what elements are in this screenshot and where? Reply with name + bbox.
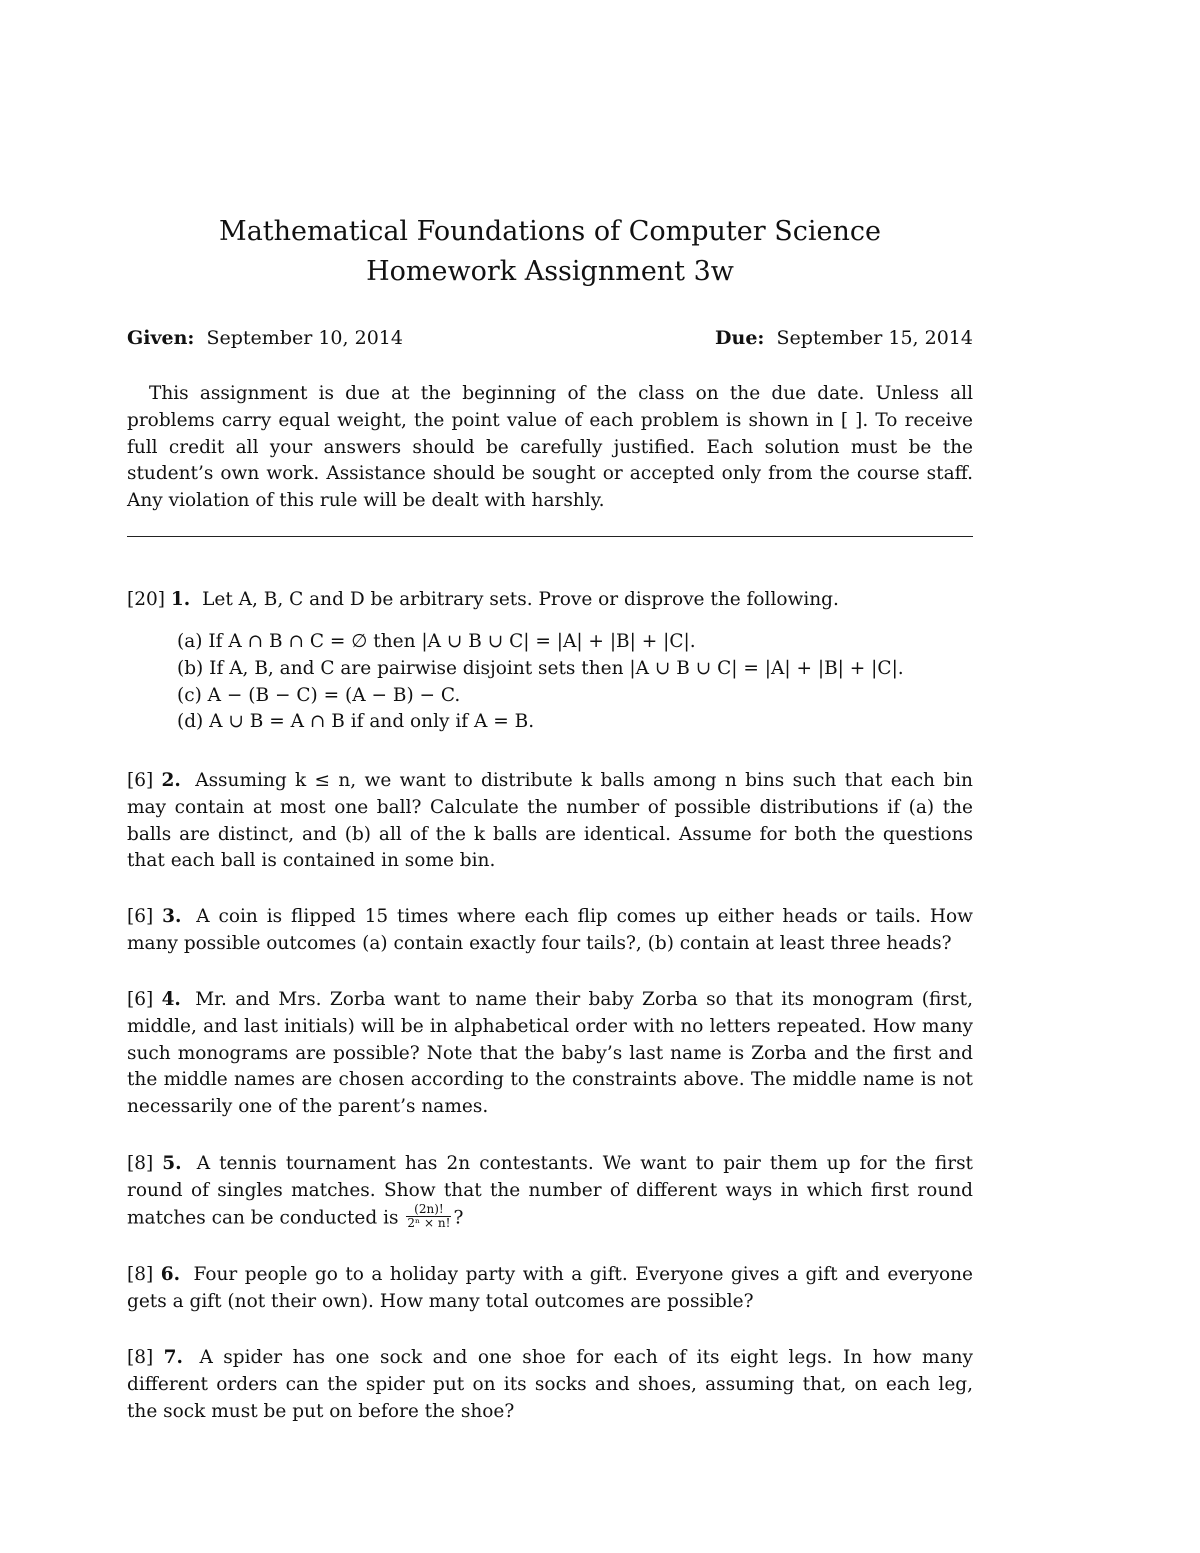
problem-number: 1.	[170, 589, 191, 610]
problem-7	[127, 1345, 973, 1425]
given-value: September 10, 2014	[206, 327, 403, 349]
due-label: Due:	[715, 327, 765, 349]
given-date	[127, 324, 403, 352]
problem-text: A spider has one sock and one shoe for each of its eight legs. In how many different orders can the spider put on its socks and shoes, assuming that, on each leg, the sock must be put on before the shoe?	[127, 1347, 973, 1422]
assignment-title: Homework Assignment 3w	[366, 256, 734, 287]
subpart-b: (b) If A, B, and C are pairwise disjoint sets then |A ∪ B ∪ C| = |A| + |B| + |C|.	[177, 657, 904, 679]
problem-points: [8]	[127, 1264, 154, 1285]
problem-points: [6]	[127, 906, 154, 927]
problem-2	[127, 768, 973, 875]
problem-text: Mr. and Mrs. Zorba want to name their baby Zorba so that its monogram (first, middle, and last initials) will be in alphabetical order with no letters repeated. How many such monograms are possible? Note that the baby’s last name is Zorba and the first and the middle names are chosen according to the constraints above. The middle name is not necessarily one of the parent’s names.	[127, 989, 973, 1118]
problem-number: 5.	[162, 1153, 182, 1174]
problem-number: 4.	[161, 989, 181, 1010]
problem-text: A tennis tournament has 2n contestants. We want to pair them up for the first round of singles matches. Show that the number of different ways in which first round matches can be conducted is	[127, 1153, 973, 1229]
horizontal-rule	[127, 536, 973, 537]
problem-text: Four people go to a holiday party with a gift. Everyone gives a gift and everyone gets a gift (not their own). How many total outcomes are possible?	[127, 1264, 973, 1312]
due-date	[715, 324, 973, 352]
problem-text: A coin is flipped 15 times where each flip comes up either heads or tails. How many possible outcomes (a) contain exactly four tails?, (b) contain at least three heads?	[127, 906, 974, 954]
fraction-formula	[406, 1203, 451, 1230]
problem-text: Assuming k ≤ n, we want to distribute k balls among n bins such that each bin may contain at most one ball? Calculate the number of possible distributions if (a) the balls are distinct, and (b) all of the k balls are identical. Assume for both the questions that each ball is contained in some bin.	[127, 770, 973, 872]
problem-points: [20]	[127, 589, 165, 610]
problem-text-end: ?	[453, 1207, 464, 1229]
problem-points: [8]	[127, 1153, 154, 1174]
subpart-d: (d) A ∪ B = A ∩ B if and only if A = B.	[177, 711, 535, 733]
problem-points: [8]	[127, 1347, 154, 1368]
problem-6	[127, 1262, 973, 1316]
problem-5	[127, 1151, 973, 1232]
problem-number: 2.	[161, 770, 181, 791]
problem-1	[127, 587, 973, 614]
problem-number: 6.	[160, 1264, 181, 1285]
title-block	[127, 212, 973, 292]
subpart-c: (c) A − (B − C) = (A − B) − C.	[177, 684, 461, 706]
given-label: Given:	[127, 327, 195, 349]
due-value: September 15, 2014	[776, 327, 973, 349]
intro-paragraph: This assignment is due at the beginning of the class on the due date. Unless all problems carry equal weight, the point value of each problem is shown in [ ]. To receive full credit all your answers should be carefully justified. Each solution must be the student’s own work. Assistance should be sought or accepted only from the course staff. Any violation of this rule will be dealt with harshly.	[127, 383, 973, 512]
fraction-denominator: 2ⁿ × n!	[407, 1215, 451, 1230]
fraction-numerator: (2n)!	[406, 1203, 451, 1217]
course-title: Mathematical Foundations of Computer Science	[219, 216, 881, 247]
problem-number: 3.	[162, 906, 182, 927]
problem-number: 7.	[163, 1347, 183, 1368]
problem-1-subparts	[177, 629, 904, 736]
subpart-a: (a) If A ∩ B ∩ C = ∅ then |A ∪ B ∪ C| = |A| + |B| + |C|.	[177, 631, 696, 652]
problem-4	[127, 987, 973, 1121]
problem-points: [6]	[127, 989, 154, 1010]
problem-text: Let A, B, C and D be arbitrary sets. Prove or disprove the following.	[202, 589, 839, 610]
problem-3	[127, 904, 973, 958]
problem-points: [6]	[127, 770, 154, 791]
